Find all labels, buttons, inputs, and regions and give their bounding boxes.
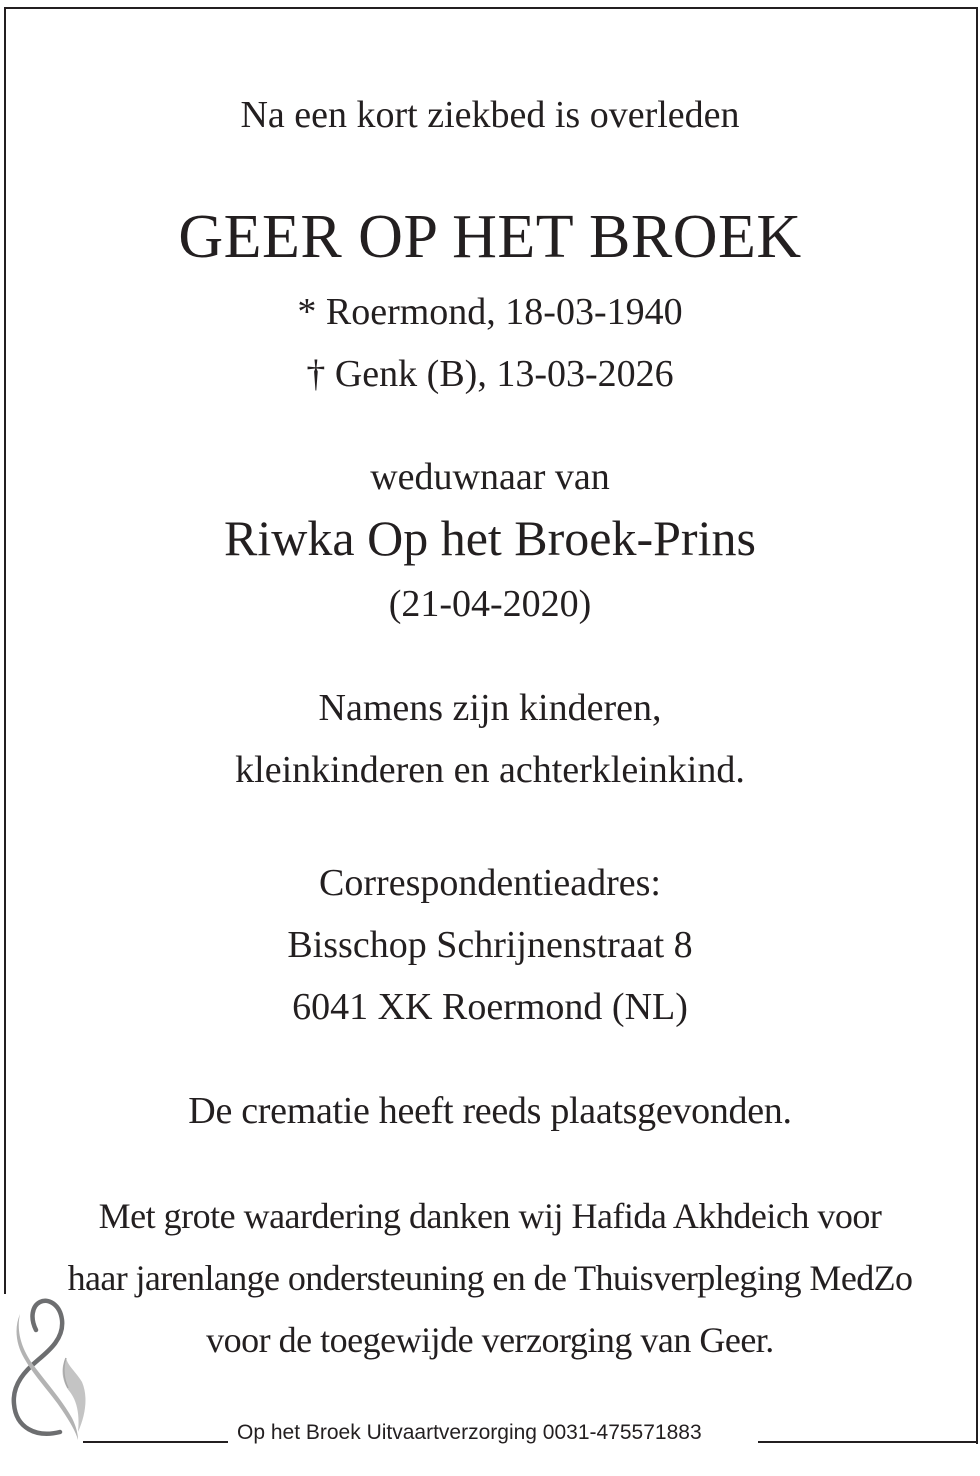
deceased-name: GEER OP HET BROEK [178, 203, 802, 271]
family-line: kleinkinderen en achterkleinkind. [235, 749, 745, 791]
widower-label: weduwnaar van [370, 456, 610, 498]
correspondence-city: 6041 XK Roermond (NL) [292, 986, 688, 1028]
family-line: Namens zijn kinderen, [318, 687, 662, 729]
death-info: † Genk (B), 13-03-2026 [306, 353, 674, 395]
frame-border-top [4, 7, 978, 9]
ampersand-flame-logo-icon [6, 1292, 88, 1444]
spouse-date: (21-04-2020) [388, 583, 592, 625]
footer-rule-left [83, 1441, 228, 1443]
spouse-name: Riwka Op het Broek-Prins [224, 510, 756, 566]
birth-info: * Roermond, 18-03-1940 [297, 291, 683, 333]
thanks-line: voor de toegewijde verzorging van Geer. [206, 1320, 774, 1360]
funeral-home-contact: Op het Broek Uitvaartverzorging 0031-475571883 [237, 1421, 702, 1444]
footer-rule-right [758, 1441, 978, 1443]
correspondence-label: Correspondentieadres: [319, 862, 661, 904]
thanks-line: haar jarenlange ondersteuning en de Thuisverpleging MedZo [67, 1258, 913, 1298]
thanks-line: Met grote waardering danken wij Hafida Akhdeich voor [98, 1196, 882, 1236]
cremation-note: De crematie heeft reeds plaatsgevonden. [188, 1090, 792, 1132]
correspondence-street: Bisschop Schrijnenstraat 8 [287, 924, 693, 966]
intro-text: Na een kort ziekbed is overleden [240, 94, 740, 136]
